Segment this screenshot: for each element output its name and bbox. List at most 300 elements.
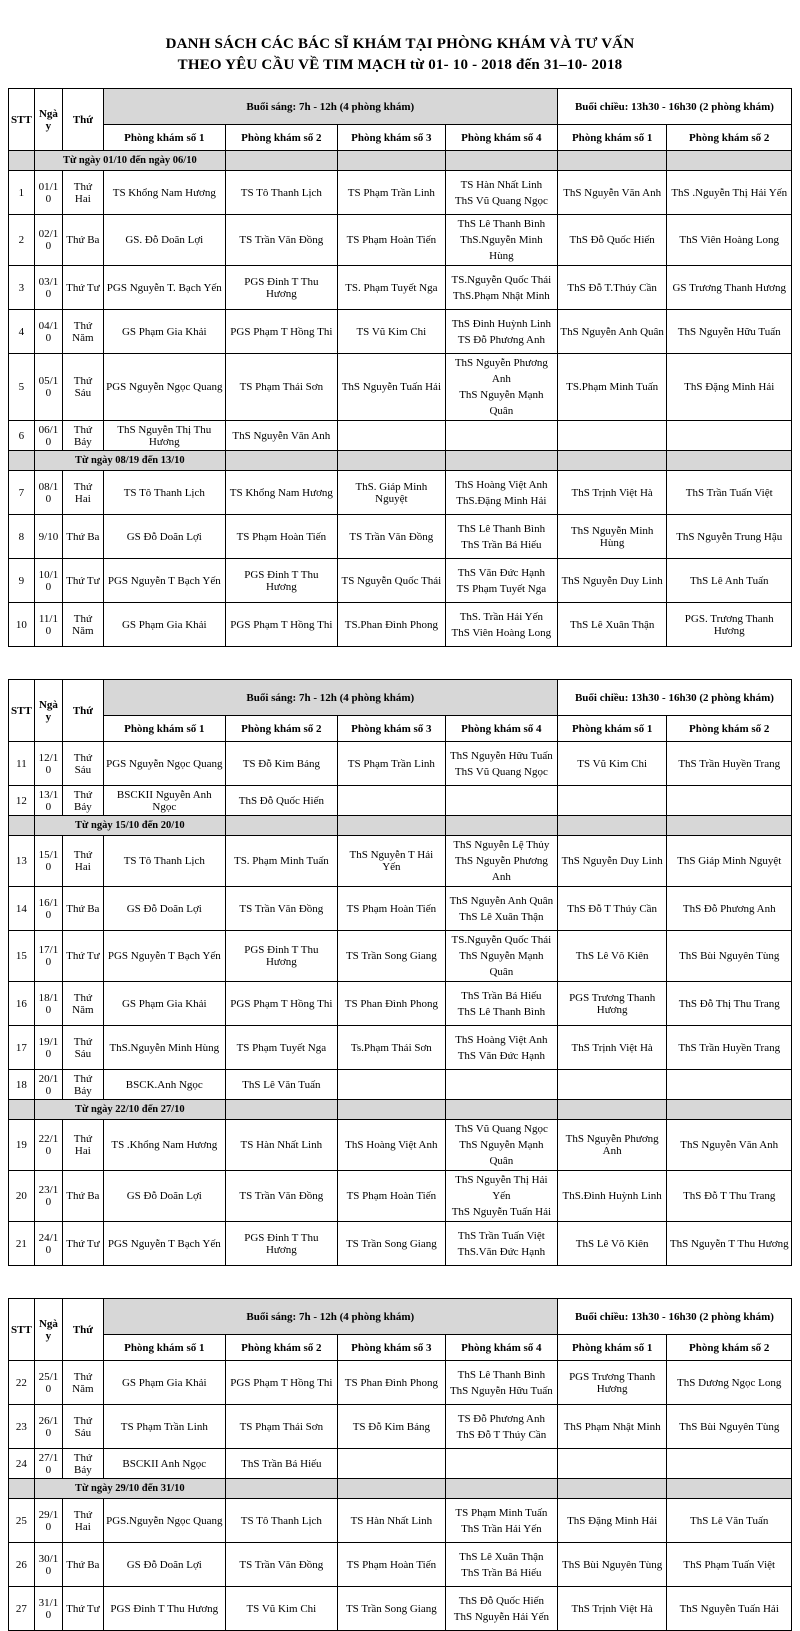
- morning-room-2-doctor-cell: ThS Nguyễn Văn Anh: [225, 421, 337, 451]
- morning-room-4-doctor-cell: [445, 836, 557, 887]
- afternoon-room-2-doctor-cell: ThS Trần Tuấn Việt: [667, 471, 792, 515]
- section-row: [9, 1100, 792, 1120]
- day-cell: Thứ Sáu: [63, 1026, 104, 1070]
- afternoon-room-2-doctor-cell: ThS Bùi Nguyên Tùng: [667, 931, 792, 982]
- afternoon-room-2-doctor-cell: ThS Dương Ngọc Long: [667, 1361, 792, 1405]
- morning-room-4-doctor-cell: [445, 1499, 557, 1543]
- morning-room-2-doctor-cell: PGS Đinh T Thu Hương: [225, 266, 337, 310]
- afternoon-room-1-header: Phòng khám số 1: [557, 1335, 667, 1361]
- stt-cell: 14: [9, 887, 35, 931]
- date-cell: 10/10: [34, 559, 62, 603]
- morning-room-1-doctor-cell: TS Tô Thanh Lịch: [103, 471, 225, 515]
- schedule-table-2: [8, 679, 792, 1266]
- section-empty-stt-cell: [9, 1479, 35, 1499]
- morning-room-4-doctor-cell: [445, 1587, 557, 1631]
- morning-room-4-doctor-cell: [445, 1222, 557, 1266]
- morning-room-3-doctor-cell: ThS Hoàng Việt Anh: [337, 1120, 445, 1171]
- date-cell: 01/10: [34, 171, 62, 215]
- afternoon-room-1-doctor-cell: ThS Lê Võ Kiên: [557, 931, 667, 982]
- afternoon-room-2-doctor-cell: ThS Giáp Minh Nguyệt: [667, 836, 792, 887]
- date-cell: 15/10: [34, 836, 62, 887]
- morning-room-3-doctor-cell: TS Phạm Trần Linh: [337, 171, 445, 215]
- date-cell: 25/10: [34, 1361, 62, 1405]
- date-cell: 18/10: [34, 982, 62, 1026]
- table-row: [9, 266, 792, 310]
- date-cell: 31/10: [34, 1587, 62, 1631]
- table-row: [9, 515, 792, 559]
- afternoon-room-2-doctor-cell: ThS Đỗ Phương Anh: [667, 887, 792, 931]
- morning-room-4-doctor-cell: [445, 786, 557, 816]
- doctor-name: ThS Trần Bá Hiếu: [461, 989, 542, 1002]
- morning-room-3-doctor-cell: TS Phạm Hoàn Tiến: [337, 215, 445, 266]
- doctor-name: ThS Nguyễn Hải Yến: [453, 1610, 549, 1623]
- morning-room-4-doctor-cell: [445, 515, 557, 559]
- morning-room-2-doctor-cell: TS Trần Văn Đồng: [225, 1543, 337, 1587]
- morning-room-1-doctor-cell: PGS Nguyễn T. Bạch Yến: [103, 266, 225, 310]
- section-empty-stt-cell: [9, 816, 35, 836]
- afternoon-room-1-doctor-cell: [557, 1449, 667, 1479]
- stt-cell: 23: [9, 1405, 35, 1449]
- section-empty-cell: [667, 451, 792, 471]
- afternoon-room-2-doctor-cell: ThS Trần Huyền Trang: [667, 742, 792, 786]
- morning-room-1-doctor-cell: GS Đỗ Doãn Lợi: [103, 1171, 225, 1222]
- doctor-name: ThS. Trần Hải Yến: [459, 610, 544, 623]
- morning-room-2-doctor-cell: TS Vũ Kim Chi: [225, 1587, 337, 1631]
- doctor-name: ThS Nguyễn Phương Anh: [454, 855, 548, 883]
- morning-room-2-doctor-cell: PGS Phạm T Hồng Thi: [225, 310, 337, 354]
- afternoon-room-1-doctor-cell: ThS Bùi Nguyên Tùng: [557, 1543, 667, 1587]
- header-row-rooms: [9, 716, 792, 742]
- col-header-thu: Thứ: [63, 680, 104, 742]
- morning-room-1-doctor-cell: GS. Đỗ Doãn Lợi: [103, 215, 225, 266]
- morning-room-3-doctor-cell: TS Phạm Hoàn Tiến: [337, 887, 445, 931]
- morning-room-2-doctor-cell: PGS Đinh T Thu Hương: [225, 931, 337, 982]
- morning-room-2-doctor-cell: TS Tô Thanh Lịch: [225, 1499, 337, 1543]
- morning-room-2-doctor-cell: TS Trần Văn Đồng: [225, 215, 337, 266]
- schedule-table-3: [8, 1298, 792, 1631]
- morning-room-2-doctor-cell: TS Trần Văn Đồng: [225, 887, 337, 931]
- morning-room-3-doctor-cell: TS Phạm Hoàn Tiến: [337, 1543, 445, 1587]
- morning-room-3-header: Phòng khám số 3: [337, 1335, 445, 1361]
- doctor-name: ThS Nguyễn Hữu Tuấn: [449, 1384, 553, 1397]
- morning-room-1-doctor-cell: PGS Nguyễn T Bạch Yến: [103, 931, 225, 982]
- afternoon-room-1-doctor-cell: ThS Trịnh Việt Hà: [557, 1026, 667, 1070]
- afternoon-room-2-doctor-cell: ThS Lê Văn Tuấn: [667, 1499, 792, 1543]
- section-empty-cell: [337, 1479, 445, 1499]
- morning-room-4-doctor-cell: [445, 471, 557, 515]
- day-cell: Thứ Tư: [63, 1587, 104, 1631]
- doctor-name: ThS Lê Thanh Bình: [457, 1005, 546, 1018]
- morning-room-2-doctor-cell: ThS Đỗ Quốc Hiến: [225, 786, 337, 816]
- morning-room-3-doctor-cell: TS Phạm Hoàn Tiến: [337, 1171, 445, 1222]
- morning-room-4-doctor-cell: [445, 266, 557, 310]
- doctor-name: ThS Đinh Huỳnh Linh: [451, 317, 552, 330]
- morning-room-4-header: Phòng khám số 4: [445, 125, 557, 151]
- table-row: [9, 1120, 792, 1171]
- doctor-name: ThS.Nguyễn Minh Hùng: [460, 234, 543, 262]
- date-cell: 12/10: [34, 742, 62, 786]
- stt-cell: 7: [9, 471, 35, 515]
- morning-room-4-doctor-cell: [445, 1171, 557, 1222]
- morning-room-4-doctor-cell: [445, 310, 557, 354]
- section-empty-cell: [667, 816, 792, 836]
- section-label: Từ ngày 22/10 đến 27/10: [34, 1100, 225, 1120]
- morning-room-4-doctor-cell: [445, 215, 557, 266]
- morning-room-2-doctor-cell: TS Trần Văn Đồng: [225, 1171, 337, 1222]
- section-empty-cell: [445, 816, 557, 836]
- section-empty-stt-cell: [9, 151, 35, 171]
- morning-room-2-header: Phòng khám số 2: [225, 125, 337, 151]
- date-cell: 19/10: [34, 1026, 62, 1070]
- afternoon-room-2-doctor-cell: ThS Nguyễn Trung Hậu: [667, 515, 792, 559]
- col-header-ngay: Ngày: [34, 1299, 62, 1361]
- day-cell: Thứ Hai: [63, 1499, 104, 1543]
- morning-session-header: Buổi sáng: 7h - 12h (4 phòng khám): [103, 680, 557, 716]
- col-header-stt: STT: [9, 680, 35, 742]
- date-cell: 16/10: [34, 887, 62, 931]
- afternoon-room-1-doctor-cell: ThS Nguyễn Duy Linh: [557, 836, 667, 887]
- morning-room-3-doctor-cell: TS Nguyễn Quốc Thái: [337, 559, 445, 603]
- day-cell: Thứ Ba: [63, 1171, 104, 1222]
- morning-room-2-doctor-cell: PGS Đinh T Thu Hương: [225, 559, 337, 603]
- date-cell: 06/10: [34, 421, 62, 451]
- morning-room-2-header: Phòng khám số 2: [225, 1335, 337, 1361]
- afternoon-room-1-doctor-cell: ThS Trịnh Việt Hà: [557, 471, 667, 515]
- stt-cell: 22: [9, 1361, 35, 1405]
- morning-room-3-doctor-cell: [337, 1449, 445, 1479]
- afternoon-room-1-doctor-cell: [557, 786, 667, 816]
- morning-room-4-doctor-cell: [445, 1449, 557, 1479]
- morning-room-4-doctor-cell: [445, 603, 557, 647]
- doctor-name: TS.Nguyễn Quốc Thái: [451, 273, 552, 286]
- morning-room-2-doctor-cell: TS Phạm Thái Sơn: [225, 354, 337, 421]
- date-cell: 27/10: [34, 1449, 62, 1479]
- section-empty-cell: [225, 451, 337, 471]
- morning-room-1-doctor-cell: BSCKII Nguyễn Anh Ngọc: [103, 786, 225, 816]
- title-line-2: THEO YÊU CẦU VỀ TIM MẠCH từ 01- 10 - 2018 đến 31–10- 2018: [177, 57, 623, 73]
- morning-room-1-doctor-cell: PGS Nguyễn T Bạch Yến: [103, 559, 225, 603]
- title-line-1: DANH SÁCH CÁC BÁC SĨ KHÁM TẠI PHÒNG KHÁM VÀ TƯ VẤN: [165, 36, 635, 52]
- afternoon-room-2-doctor-cell: [667, 1449, 792, 1479]
- stt-cell: 17: [9, 1026, 35, 1070]
- day-cell: Thứ Ba: [63, 887, 104, 931]
- afternoon-room-2-doctor-cell: ThS Phạm Tuấn Việt: [667, 1543, 792, 1587]
- afternoon-room-2-doctor-cell: ThS Đặng Minh Hải: [667, 354, 792, 421]
- doctor-name: ThS Vũ Quang Ngọc: [454, 1123, 548, 1135]
- doctor-name: ThS Nguyễn Hữu Tuấn: [449, 749, 553, 762]
- afternoon-room-1-doctor-cell: ThS Lê Võ Kiên: [557, 1222, 667, 1266]
- date-cell: 22/10: [34, 1120, 62, 1171]
- afternoon-room-2-doctor-cell: [667, 786, 792, 816]
- day-cell: Thứ Hai: [63, 171, 104, 215]
- morning-room-1-doctor-cell: TS .Khổng Nam Hương: [103, 1120, 225, 1171]
- doctor-name: ThS Lê Thanh Bình: [457, 1368, 546, 1381]
- table-row: [9, 171, 792, 215]
- table-row: [9, 421, 792, 451]
- table-row: [9, 887, 792, 931]
- table-row: [9, 1026, 792, 1070]
- stt-cell: 15: [9, 931, 35, 982]
- morning-room-4-doctor-cell: [445, 559, 557, 603]
- morning-room-1-doctor-cell: GS Đỗ Doãn Lợi: [103, 887, 225, 931]
- doctor-name: ThS Nguyễn Anh Quân: [449, 894, 554, 907]
- stt-cell: 21: [9, 1222, 35, 1266]
- day-cell: Thứ Ba: [63, 515, 104, 559]
- section-empty-cell: [337, 151, 445, 171]
- afternoon-room-1-doctor-cell: PGS Trương Thanh Hương: [557, 1361, 667, 1405]
- morning-room-2-doctor-cell: ThS Trần Bá Hiếu: [225, 1449, 337, 1479]
- morning-room-4-doctor-cell: [445, 171, 557, 215]
- doctor-name: TS Phạm Minh Tuấn: [455, 1506, 548, 1519]
- day-cell: Thứ Sáu: [63, 354, 104, 421]
- table-row: [9, 1587, 792, 1631]
- header-row-sessions: [9, 1299, 792, 1335]
- stt-cell: 24: [9, 1449, 35, 1479]
- stt-cell: 11: [9, 742, 35, 786]
- day-cell: Thứ Bảy: [63, 1070, 104, 1100]
- afternoon-room-1-doctor-cell: ThS Đặng Minh Hải: [557, 1499, 667, 1543]
- afternoon-room-2-doctor-cell: GS Trương Thanh Hương: [667, 266, 792, 310]
- morning-room-3-doctor-cell: Ts.Phạm Thái Sơn: [337, 1026, 445, 1070]
- afternoon-room-2-header: Phòng khám số 2: [667, 125, 792, 151]
- date-cell: 9/10: [34, 515, 62, 559]
- doctor-name: ThS.Đặng Minh Hải: [456, 494, 547, 507]
- doctor-name: ThS Hoàng Việt Anh: [455, 478, 548, 491]
- section-empty-cell: [225, 1100, 337, 1120]
- morning-room-4-doctor-cell: [445, 1026, 557, 1070]
- doctor-name: TS Phạm Tuyết Nga: [456, 582, 547, 595]
- section-label: Từ ngày 29/10 đến 31/10: [34, 1479, 225, 1499]
- day-cell: Thứ Sáu: [63, 742, 104, 786]
- day-cell: Thứ Năm: [63, 982, 104, 1026]
- section-empty-cell: [445, 1479, 557, 1499]
- morning-room-3-header: Phòng khám số 3: [337, 125, 445, 151]
- doctor-name: ThS Nguyễn Mạnh Quân: [459, 389, 544, 417]
- morning-room-1-doctor-cell: ThS Nguyễn Thị Thu Hương: [103, 421, 225, 451]
- afternoon-room-2-doctor-cell: ThS Đỗ Thị Thu Trang: [667, 982, 792, 1026]
- date-cell: 02/10: [34, 215, 62, 266]
- day-cell: Thứ Năm: [63, 1361, 104, 1405]
- afternoon-room-2-doctor-cell: ThS Trần Huyền Trang: [667, 1026, 792, 1070]
- morning-room-4-doctor-cell: [445, 1120, 557, 1171]
- col-header-ngay: Ngày: [34, 680, 62, 742]
- morning-room-1-doctor-cell: GS Phạm Gia Khải: [103, 310, 225, 354]
- afternoon-room-1-doctor-cell: ThS Nguyễn Minh Hùng: [557, 515, 667, 559]
- date-cell: 30/10: [34, 1543, 62, 1587]
- table-row: [9, 836, 792, 887]
- doctor-name: ThS Nguyễn Tuấn Hải: [451, 1206, 552, 1218]
- afternoon-room-1-header: Phòng khám số 1: [557, 716, 667, 742]
- morning-room-1-doctor-cell: BSCK.Anh Ngọc: [103, 1070, 225, 1100]
- date-cell: 08/10: [34, 471, 62, 515]
- col-header-thu: Thứ: [63, 89, 104, 151]
- morning-room-1-doctor-cell: BSCKII Anh Ngọc: [103, 1449, 225, 1479]
- table-row: [9, 1222, 792, 1266]
- morning-room-1-doctor-cell: PGS Nguyễn Ngọc Quang: [103, 354, 225, 421]
- section-empty-cell: [225, 151, 337, 171]
- afternoon-room-2-doctor-cell: ThS Đỗ T Thu Trang: [667, 1171, 792, 1222]
- morning-room-2-doctor-cell: TS Phạm Hoàn Tiến: [225, 515, 337, 559]
- morning-room-4-doctor-cell: [445, 1405, 557, 1449]
- stt-cell: 10: [9, 603, 35, 647]
- morning-room-3-doctor-cell: [337, 786, 445, 816]
- stt-cell: 25: [9, 1499, 35, 1543]
- doctor-name: ThS Văn Đức Hạnh: [457, 566, 546, 579]
- table-row: [9, 1499, 792, 1543]
- doctor-name: ThS Vũ Quang Ngọc: [454, 765, 548, 778]
- day-cell: Thứ Sáu: [63, 1405, 104, 1449]
- afternoon-room-2-doctor-cell: ThS Lê Anh Tuấn: [667, 559, 792, 603]
- section-empty-cell: [445, 451, 557, 471]
- stt-cell: 26: [9, 1543, 35, 1587]
- afternoon-room-1-doctor-cell: ThS Lê Xuân Thận: [557, 603, 667, 647]
- morning-room-1-doctor-cell: GS Phạm Gia Khải: [103, 603, 225, 647]
- stt-cell: 2: [9, 215, 35, 266]
- morning-room-2-doctor-cell: TS Khổng Nam Hương: [225, 471, 337, 515]
- day-cell: Thứ Năm: [63, 310, 104, 354]
- afternoon-room-2-doctor-cell: ThS Viên Hoàng Long: [667, 215, 792, 266]
- section-row: [9, 451, 792, 471]
- morning-room-4-header: Phòng khám số 4: [445, 716, 557, 742]
- day-cell: Thứ Tư: [63, 1222, 104, 1266]
- morning-room-3-doctor-cell: TS Phan Đình Phong: [337, 982, 445, 1026]
- morning-room-1-header: Phòng khám số 1: [103, 716, 225, 742]
- day-cell: Thứ Bảy: [63, 786, 104, 816]
- afternoon-session-header: Buổi chiều: 13h30 - 16h30 (2 phòng khám): [557, 1299, 791, 1335]
- header-row-rooms: [9, 125, 792, 151]
- table-row: [9, 310, 792, 354]
- section-empty-cell: [557, 816, 667, 836]
- afternoon-room-1-doctor-cell: [557, 1070, 667, 1100]
- day-cell: Thứ Ba: [63, 1543, 104, 1587]
- table-row: [9, 742, 792, 786]
- doctor-name: TS Đỗ Phương Anh: [457, 333, 545, 346]
- stt-cell: 16: [9, 982, 35, 1026]
- section-empty-cell: [667, 1100, 792, 1120]
- date-cell: 26/10: [34, 1405, 62, 1449]
- doctor-name: ThS Nguyễn Mạnh Quân: [459, 950, 544, 978]
- morning-room-3-header: Phòng khám số 3: [337, 716, 445, 742]
- day-cell: Thứ Tư: [63, 931, 104, 982]
- doctor-name: ThS Trần Bá Hiếu: [461, 1566, 542, 1579]
- afternoon-room-2-doctor-cell: [667, 421, 792, 451]
- morning-room-1-doctor-cell: TS Phạm Trần Linh: [103, 1405, 225, 1449]
- doctor-name: ThS Nguyễn Phương Anh: [454, 357, 548, 385]
- table-row: [9, 215, 792, 266]
- table-row: [9, 1070, 792, 1100]
- section-label: Từ ngày 15/10 đến 20/10: [34, 816, 225, 836]
- table-row: [9, 559, 792, 603]
- date-cell: 29/10: [34, 1499, 62, 1543]
- table-row: [9, 354, 792, 421]
- afternoon-room-1-doctor-cell: ThS Phạm Nhật Minh: [557, 1405, 667, 1449]
- morning-room-1-doctor-cell: PGS Nguyễn Ngọc Quang: [103, 742, 225, 786]
- morning-room-2-doctor-cell: TS Tô Thanh Lịch: [225, 171, 337, 215]
- section-row: [9, 816, 792, 836]
- afternoon-room-1-doctor-cell: ThS Trịnh Việt Hà: [557, 1587, 667, 1631]
- morning-room-1-doctor-cell: TS Khổng Nam Hương: [103, 171, 225, 215]
- day-cell: Thứ Hai: [63, 836, 104, 887]
- afternoon-room-1-doctor-cell: TS.Phạm Minh Tuấn: [557, 354, 667, 421]
- col-header-thu: Thứ: [63, 1299, 104, 1361]
- stt-cell: 3: [9, 266, 35, 310]
- morning-room-1-doctor-cell: GS Phạm Gia Khải: [103, 1361, 225, 1405]
- morning-room-4-doctor-cell: [445, 982, 557, 1026]
- section-row: [9, 151, 792, 171]
- day-cell: Thứ Năm: [63, 603, 104, 647]
- morning-room-1-doctor-cell: ThS.Nguyễn Minh Hùng: [103, 1026, 225, 1070]
- table-row: [9, 603, 792, 647]
- morning-room-2-header: Phòng khám số 2: [225, 716, 337, 742]
- doctor-name: ThS Hoàng Việt Anh: [455, 1033, 548, 1046]
- table-row: [9, 1405, 792, 1449]
- morning-room-1-doctor-cell: GS Đỗ Doãn Lợi: [103, 1543, 225, 1587]
- section-empty-cell: [337, 1100, 445, 1120]
- morning-room-4-header: Phòng khám số 4: [445, 1335, 557, 1361]
- section-empty-stt-cell: [9, 1100, 35, 1120]
- day-cell: Thứ Bảy: [63, 1449, 104, 1479]
- section-empty-cell: [337, 816, 445, 836]
- morning-room-3-doctor-cell: TS Trần Song Giang: [337, 1222, 445, 1266]
- doctor-name: ThS Trần Hải Yến: [461, 1522, 542, 1535]
- morning-room-2-doctor-cell: TS. Phạm Minh Tuấn: [225, 836, 337, 887]
- section-empty-cell: [225, 1479, 337, 1499]
- doctor-name: ThS Văn Đức Hạnh: [457, 1049, 546, 1062]
- afternoon-room-2-doctor-cell: PGS. Trương Thanh Hương: [667, 603, 792, 647]
- stt-cell: 18: [9, 1070, 35, 1100]
- stt-cell: 12: [9, 786, 35, 816]
- table-row: [9, 1361, 792, 1405]
- afternoon-room-1-doctor-cell: ThS Đỗ T Thúy Cần: [557, 887, 667, 931]
- afternoon-room-2-doctor-cell: ThS .Nguyễn Thị Hải Yến: [667, 171, 792, 215]
- section-label: Từ ngày 01/10 đến ngày 06/10: [34, 151, 225, 171]
- date-cell: 23/10: [34, 1171, 62, 1222]
- table-row: [9, 982, 792, 1026]
- afternoon-room-2-doctor-cell: ThS Nguyễn Văn Anh: [667, 1120, 792, 1171]
- day-cell: Thứ Bảy: [63, 421, 104, 451]
- doctor-name: ThS Viên Hoàng Long: [451, 626, 552, 639]
- col-header-ngay: Ngày: [34, 89, 62, 151]
- stt-cell: 13: [9, 836, 35, 887]
- morning-room-2-doctor-cell: PGS Phạm T Hồng Thi: [225, 603, 337, 647]
- doctor-name: ThS Trần Tuấn Việt: [457, 1229, 545, 1242]
- morning-room-3-doctor-cell: TS Trần Văn Đồng: [337, 515, 445, 559]
- doctor-name: TS Đỗ Phương Anh: [457, 1412, 545, 1425]
- doctor-name: ThS Lê Thanh Bình: [457, 522, 546, 535]
- doctor-name: ThS Đỗ T Thúy Cần: [456, 1428, 547, 1441]
- afternoon-room-1-doctor-cell: ThS Đỗ Quốc Hiến: [557, 215, 667, 266]
- morning-room-1-header: Phòng khám số 1: [103, 125, 225, 151]
- morning-room-3-doctor-cell: TS. Phạm Tuyết Nga: [337, 266, 445, 310]
- section-empty-cell: [667, 151, 792, 171]
- morning-room-3-doctor-cell: TS Đỗ Kim Bảng: [337, 1405, 445, 1449]
- morning-room-3-doctor-cell: ThS Nguyễn Tuấn Hải: [337, 354, 445, 421]
- table-row: [9, 471, 792, 515]
- morning-room-2-doctor-cell: ThS Lê Văn Tuấn: [225, 1070, 337, 1100]
- date-cell: 13/10: [34, 786, 62, 816]
- header-row-sessions: [9, 680, 792, 716]
- afternoon-room-1-doctor-cell: PGS Trương Thanh Hương: [557, 982, 667, 1026]
- morning-room-3-doctor-cell: TS Vũ Kim Chi: [337, 310, 445, 354]
- section-empty-cell: [557, 451, 667, 471]
- morning-room-3-doctor-cell: [337, 1070, 445, 1100]
- stt-cell: 8: [9, 515, 35, 559]
- col-header-stt: STT: [9, 89, 35, 151]
- afternoon-room-2-header: Phòng khám số 2: [667, 716, 792, 742]
- date-cell: 24/10: [34, 1222, 62, 1266]
- morning-room-1-doctor-cell: TS Tô Thanh Lịch: [103, 836, 225, 887]
- afternoon-room-1-doctor-cell: [557, 421, 667, 451]
